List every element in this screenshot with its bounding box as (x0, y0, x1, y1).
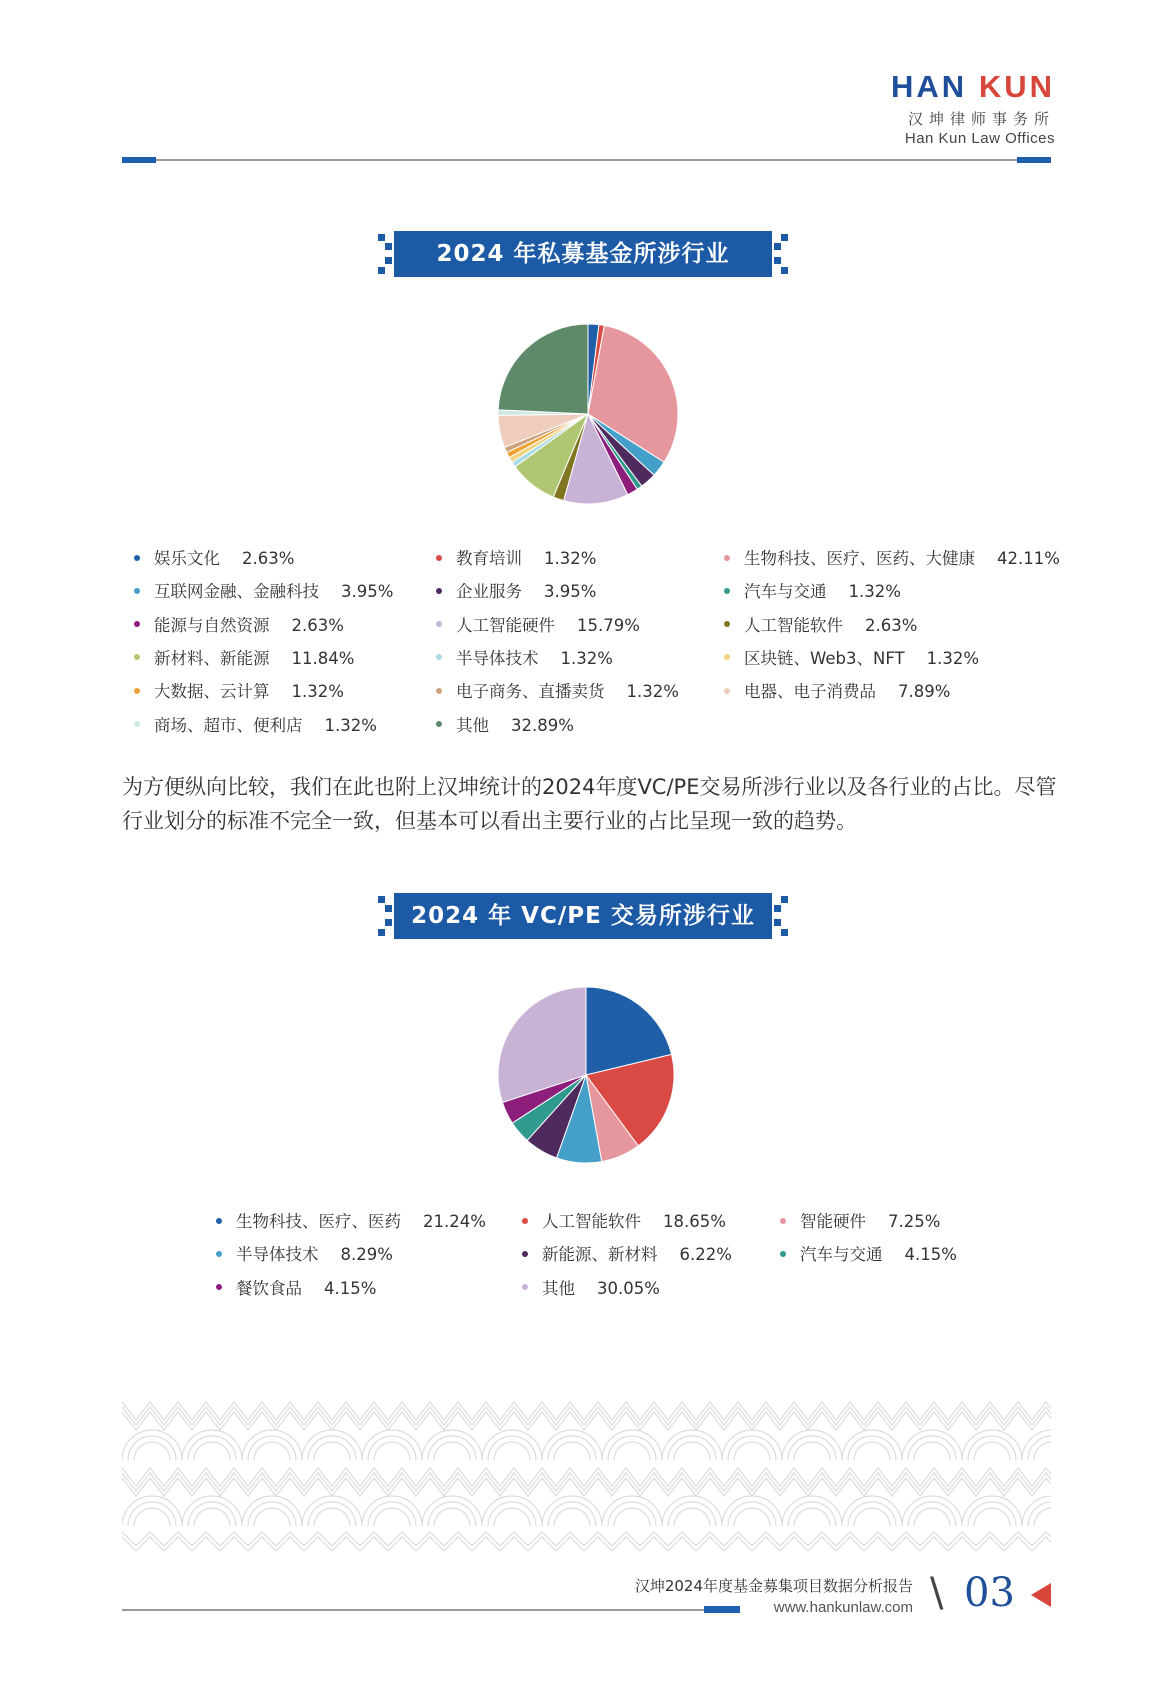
banner-ornament (781, 929, 788, 936)
legend-item (134, 680, 344, 704)
pattern-stroke (908, 1436, 956, 1460)
pattern-stroke (974, 1508, 1010, 1526)
header-logo (891, 70, 1055, 147)
legend-swatch (436, 654, 442, 660)
banner-ornament (774, 919, 781, 926)
legend-label: 半导体技术 (236, 1245, 319, 1265)
legend-item (724, 680, 950, 704)
pattern-stroke (494, 1508, 530, 1526)
pattern-stroke (902, 1496, 962, 1526)
legend-value: 42.11% (997, 549, 1060, 568)
legend-item (724, 647, 979, 671)
pattern-stroke (962, 1496, 1022, 1526)
legend-vcpe-industries (216, 1210, 976, 1320)
legend-swatch (724, 688, 730, 694)
pattern-stroke (128, 1502, 176, 1526)
pattern-stroke (428, 1436, 476, 1460)
pattern-stroke (782, 1430, 842, 1460)
legend-swatch (724, 654, 730, 660)
legend-label: 电子商务、直播卖货 (456, 682, 605, 702)
legend-swatch (436, 721, 442, 727)
pattern-stroke (608, 1436, 656, 1460)
legend-item (436, 647, 613, 671)
pattern-stroke (854, 1508, 890, 1526)
pattern-stroke (848, 1436, 896, 1460)
pattern-stroke (368, 1502, 416, 1526)
legend-label: 教育培训 (456, 549, 522, 568)
pattern-stroke (1028, 1502, 1051, 1526)
legend-item (436, 547, 596, 571)
banner-ornament (774, 905, 781, 912)
legend-swatch (522, 1251, 528, 1257)
legend-label: 人工智能软件 (542, 1212, 641, 1231)
pattern-stroke (188, 1502, 236, 1526)
pattern-stroke (122, 1430, 182, 1460)
legend-label: 餐饮食品 (236, 1278, 302, 1298)
pattern-stroke (1022, 1430, 1051, 1460)
legend-label: 人工智能软件 (744, 615, 843, 635)
pattern-stroke (662, 1496, 722, 1526)
pattern-stroke (614, 1508, 650, 1526)
pattern-stroke (1022, 1496, 1051, 1526)
header-rule (122, 159, 1051, 161)
legend-label: 新能源、新材料 (542, 1245, 658, 1265)
pattern-stroke (674, 1442, 710, 1460)
pattern-stroke (728, 1502, 776, 1526)
legend-item (522, 1277, 660, 1301)
pattern-stroke (362, 1430, 422, 1460)
legend-label: 汽车与交通 (800, 1245, 883, 1265)
pattern-stroke (302, 1496, 362, 1526)
banner-ornament (378, 896, 385, 903)
banner-ornament (378, 267, 385, 274)
pattern-stroke (314, 1508, 350, 1526)
pattern-stroke (968, 1502, 1016, 1526)
legend-value: 21.24% (423, 1212, 486, 1231)
pattern-stroke (614, 1442, 650, 1460)
legend-value: 6.22% (679, 1245, 732, 1265)
legend-label: 汽车与交通 (744, 582, 827, 602)
legend-value: 32.89% (511, 715, 574, 735)
legend-swatch (780, 1251, 786, 1257)
pattern-stroke (548, 1436, 596, 1460)
pattern-stroke (554, 1442, 590, 1460)
pattern-stroke (494, 1442, 530, 1460)
decorative-wave-pattern (122, 1400, 1051, 1552)
header-rule-accent-right (1017, 157, 1051, 163)
legend-label: 企业服务 (456, 582, 522, 602)
section2-title-banner (378, 893, 788, 939)
legend-label: 区块链、Web3、NFT (744, 648, 905, 668)
pie-chart-private-fund-industries (496, 322, 680, 506)
section2-title: 2024 年 VC/PE 交易所涉行业 (394, 893, 772, 939)
pattern-stroke (914, 1508, 950, 1526)
legend-value: 1.32% (324, 715, 377, 735)
legend-value: 3.95% (544, 582, 597, 602)
comparison-paragraph: 为方便纵向比较，我们在此也附上汉坤统计的2024年度VC/PE交易所涉行业以及各行业的占比。尽管行业划分的标准不完全一致，但基本可以看出主要行业的占比呈现一致的趋势。 (122, 775, 1057, 833)
logo-wordmark (891, 70, 1055, 104)
pattern-stroke (914, 1442, 950, 1460)
pattern-stroke (848, 1502, 896, 1526)
pattern-stroke (668, 1502, 716, 1526)
pattern-stroke (902, 1430, 962, 1460)
banner-ornament (781, 267, 788, 274)
legend-swatch (436, 688, 442, 694)
legend-label: 新材料、新能源 (154, 648, 270, 668)
pattern-stroke (242, 1430, 302, 1460)
pattern-stroke (794, 1508, 830, 1526)
legend-swatch (134, 654, 140, 660)
legend-value: 4.15% (324, 1278, 377, 1298)
legend-value: 1.32% (544, 549, 597, 568)
pattern-stroke (254, 1442, 290, 1460)
legend-swatch (134, 688, 140, 694)
legend-value: 3.95% (341, 582, 394, 602)
legend-item (724, 614, 917, 638)
pattern-stroke (794, 1442, 830, 1460)
pattern-stroke (548, 1502, 596, 1526)
legend-swatch (216, 1218, 222, 1224)
legend-item (436, 614, 640, 638)
pattern-stroke (608, 1502, 656, 1526)
pattern-stroke (122, 1532, 1051, 1546)
pattern-stroke (542, 1430, 602, 1460)
footer-rule (122, 1609, 727, 1611)
pattern-stroke (1028, 1436, 1051, 1460)
pattern-stroke (308, 1436, 356, 1460)
legend-item (134, 714, 377, 738)
pattern-stroke (122, 1496, 182, 1526)
legend-value: 2.63% (291, 615, 344, 635)
legend-item (724, 547, 1060, 571)
banner-ornament (774, 243, 781, 250)
legend-label: 能源与自然资源 (154, 615, 270, 635)
legend-value: 15.79% (577, 615, 640, 635)
pattern-stroke (788, 1436, 836, 1460)
pattern-stroke (488, 1502, 536, 1526)
pattern-stroke (182, 1430, 242, 1460)
pattern-stroke (782, 1496, 842, 1526)
legend-item (216, 1277, 376, 1301)
legend-item (134, 614, 344, 638)
pattern-stroke (254, 1508, 290, 1526)
legend-swatch (724, 621, 730, 627)
legend-item (522, 1243, 732, 1267)
pattern-stroke (1034, 1442, 1051, 1460)
pattern-stroke (434, 1508, 470, 1526)
legend-value: 30.05% (597, 1278, 660, 1298)
legend-swatch (436, 588, 442, 594)
pattern-stroke (1034, 1508, 1051, 1526)
pattern-stroke (968, 1436, 1016, 1460)
legend-item (780, 1243, 957, 1267)
pattern-stroke (602, 1496, 662, 1526)
pattern-stroke (842, 1430, 902, 1460)
legend-swatch (436, 621, 442, 627)
banner-ornament (378, 234, 385, 241)
pattern-stroke (422, 1496, 482, 1526)
legend-swatch (724, 588, 730, 594)
legend-item (522, 1210, 726, 1234)
header-rule-accent-left (122, 157, 156, 163)
banner-ornament (378, 929, 385, 936)
pattern-stroke (974, 1442, 1010, 1460)
legend-swatch (216, 1251, 222, 1257)
pattern-stroke (314, 1442, 350, 1460)
pattern-stroke (734, 1508, 770, 1526)
legend-value: 2.63% (865, 615, 918, 635)
banner-ornament (385, 257, 392, 264)
legend-item (216, 1243, 393, 1267)
legend-swatch (216, 1284, 222, 1290)
legend-value: 1.32% (848, 582, 901, 602)
pattern-stroke (134, 1508, 170, 1526)
section1-title-banner (378, 231, 788, 277)
legend-swatch (134, 555, 140, 561)
pattern-stroke (722, 1430, 782, 1460)
legend-swatch (522, 1218, 528, 1224)
pattern-stroke (662, 1430, 722, 1460)
pattern-stroke (188, 1436, 236, 1460)
legend-value: 11.84% (291, 648, 355, 668)
pattern-stroke (674, 1508, 710, 1526)
legend-value: 7.25% (888, 1212, 941, 1231)
legend-item (134, 547, 294, 571)
pattern-stroke (374, 1508, 410, 1526)
legend-swatch (522, 1284, 528, 1290)
legend-value: 18.65% (663, 1212, 726, 1231)
legend-label: 互联网金融、金融科技 (154, 582, 319, 602)
banner-ornament (385, 905, 392, 912)
pattern-stroke (422, 1430, 482, 1460)
pattern-stroke (194, 1508, 230, 1526)
legend-value: 2.63% (242, 549, 295, 568)
legend-label: 其他 (542, 1278, 575, 1298)
legend-item (780, 1210, 940, 1234)
pattern-stroke (362, 1496, 422, 1526)
banner-ornament (385, 919, 392, 926)
pattern-stroke (248, 1502, 296, 1526)
legend-item (134, 647, 354, 671)
pattern-stroke (302, 1430, 362, 1460)
legend-value: 1.32% (291, 682, 344, 702)
legend-label: 其他 (456, 715, 489, 735)
legend-label: 生物科技、医疗、医药 (236, 1212, 401, 1231)
pattern-stroke (854, 1442, 890, 1460)
pattern-stroke (788, 1502, 836, 1526)
legend-private-fund-industries (134, 547, 1064, 737)
legend-swatch (724, 555, 730, 561)
legend-item (436, 580, 596, 604)
footer-separator: \ (930, 1570, 944, 1616)
banner-ornament (781, 234, 788, 241)
legend-label: 智能硬件 (800, 1212, 866, 1231)
pattern-stroke (134, 1442, 170, 1460)
pattern-stroke (602, 1430, 662, 1460)
section1-title: 2024 年私募基金所涉行业 (394, 231, 772, 277)
legend-value: 1.32% (560, 648, 613, 668)
legend-swatch (134, 588, 140, 594)
pattern-stroke (128, 1436, 176, 1460)
logo-english-name: Han Kun Law Offices (904, 130, 1055, 147)
pie-chart-vcpe-industries (496, 985, 676, 1165)
legend-swatch (780, 1218, 786, 1224)
legend-label: 大数据、云计算 (154, 682, 270, 702)
legend-swatch (134, 721, 140, 727)
legend-label: 商场、超市、便利店 (154, 715, 303, 735)
legend-item (724, 580, 901, 604)
legend-label: 娱乐文化 (154, 549, 220, 568)
footer-report-title: 汉坤2024年度基金募集项目数据分析报告 (634, 1577, 913, 1595)
legend-item (134, 580, 393, 604)
pattern-stroke (734, 1442, 770, 1460)
pattern-stroke (122, 1468, 1051, 1486)
footer-url[interactable]: www.hankunlaw.com (773, 1599, 913, 1616)
pattern-stroke (722, 1496, 782, 1526)
banner-ornament (774, 257, 781, 264)
pattern-stroke (728, 1436, 776, 1460)
legend-value: 7.89% (898, 682, 951, 702)
pattern-stroke (242, 1496, 302, 1526)
pattern-stroke (482, 1496, 542, 1526)
pattern-stroke (122, 1402, 1051, 1420)
pattern-stroke (308, 1502, 356, 1526)
pattern-stroke (434, 1442, 470, 1460)
legend-value: 1.32% (926, 648, 980, 668)
legend-value: 1.32% (626, 682, 679, 702)
legend-item (216, 1210, 486, 1234)
pattern-stroke (194, 1442, 230, 1460)
pattern-stroke (374, 1442, 410, 1460)
legend-item (436, 714, 574, 738)
page-number: 03 (964, 1570, 1015, 1616)
banner-ornament (385, 243, 392, 250)
pattern-stroke (908, 1502, 956, 1526)
pattern-stroke (542, 1496, 602, 1526)
pattern-stroke (428, 1502, 476, 1526)
logo-chinese-name: 汉坤律师事务所 (907, 110, 1055, 128)
legend-swatch (134, 621, 140, 627)
logo-han: HAN (891, 69, 968, 104)
pattern-stroke (488, 1436, 536, 1460)
pattern-stroke (842, 1496, 902, 1526)
pattern-stroke (554, 1508, 590, 1526)
legend-label: 生物科技、医疗、医药、大健康 (744, 549, 975, 568)
legend-value: 4.15% (904, 1245, 957, 1265)
banner-ornament (781, 896, 788, 903)
footer-rule-accent (704, 1606, 740, 1613)
legend-swatch (436, 555, 442, 561)
legend-item (436, 680, 679, 704)
legend-label: 半导体技术 (456, 648, 539, 668)
pattern-stroke (182, 1496, 242, 1526)
pie-slice (498, 324, 588, 414)
pattern-stroke (368, 1436, 416, 1460)
pattern-stroke (668, 1436, 716, 1460)
pattern-stroke (962, 1430, 1022, 1460)
pattern-stroke (248, 1436, 296, 1460)
legend-label: 人工智能硬件 (456, 615, 555, 635)
prev-page-arrow-icon[interactable] (1031, 1583, 1051, 1607)
pattern-stroke (482, 1430, 542, 1460)
legend-label: 电器、电子消费品 (744, 682, 876, 702)
legend-value: 8.29% (340, 1245, 393, 1265)
logo-kun: KUN (978, 69, 1055, 104)
